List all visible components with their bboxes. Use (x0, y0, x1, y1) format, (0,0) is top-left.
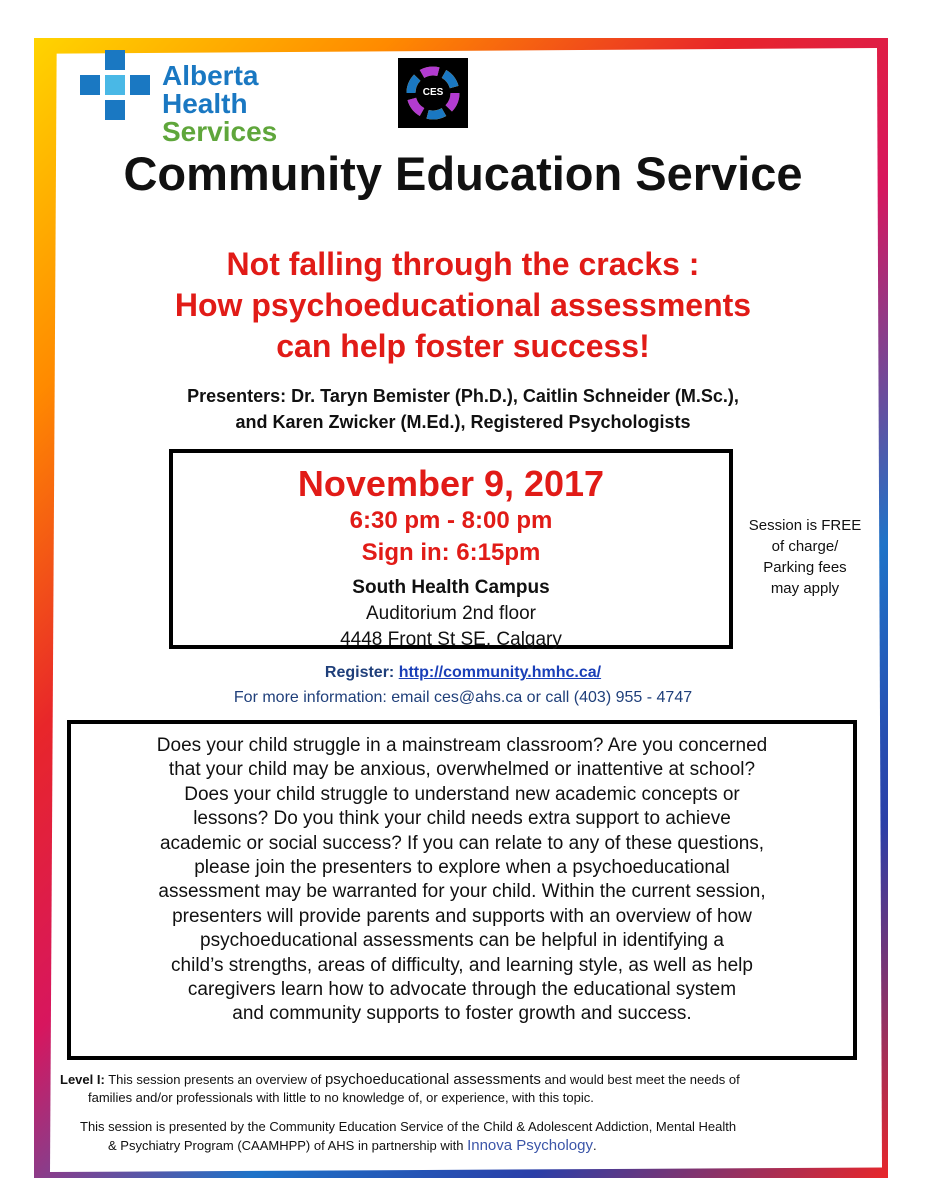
register-link[interactable]: http://community.hmhc.ca/ (398, 664, 602, 681)
description-box (67, 720, 857, 1060)
description-text (71, 724, 853, 1027)
description-line: presenters will provide parents and supports with an overview of how (172, 905, 752, 927)
description-line: Does your child struggle to understand new academic concepts or (184, 783, 740, 805)
free-note-line2: of charge/ (771, 538, 839, 555)
event-room: Auditorium 2nd floor (365, 603, 537, 624)
session-title-line2: How psychoeducational assessments (174, 287, 752, 323)
footer-line2: & Psychiatry Program (CAAMHPP) of AHS in partnership with (108, 1138, 468, 1153)
session-title (60, 244, 866, 367)
footer-partner: Innova Psychology (467, 1137, 593, 1154)
presenters-line1: Presenters: Dr. Taryn Bemister (Ph.D.), Caitlin Schneider (M.Sc.), (187, 386, 739, 406)
footer-note (80, 1117, 840, 1155)
presenters-line2: and Karen Zwicker (M.Ed.), Registered Psychologists (235, 412, 691, 432)
description-line: Does your child struggle in a mainstream classroom? Are you concerned (156, 735, 768, 756)
description-line: assessment may be warranted for your child. Within the current session, (158, 881, 766, 903)
page-title: Community Education Service (123, 147, 803, 200)
description-line: psychoeducational assessments can be helpful in identifying a (200, 930, 724, 952)
free-note-line3: Parking fees (763, 559, 847, 576)
level-label: Level I: (60, 1072, 105, 1087)
free-session-note (740, 515, 870, 599)
description-line: lessons? Do you think your child needs extra support to achieve (193, 808, 731, 830)
description-line: academic or social success? If you can relate to any of these questions, (159, 832, 765, 854)
contact-info: For more information: email ces@ahs.ca or call (403) 955 - 4747 (233, 689, 693, 706)
footer-line1: This session is presented by the Community Education Service of the Child & Adolescent Addiction, Mental Health (80, 1119, 737, 1134)
event-time: 6:30 pm - 8:00 pm (349, 507, 553, 534)
free-note-line4: may apply (770, 580, 840, 597)
ahs-cross-icon (78, 48, 152, 122)
ces-logo (398, 58, 468, 128)
description-line: and community supports to foster growth and success. (232, 1003, 692, 1025)
description-line: that your child may be anxious, overwhelmed or inattentive at school? (168, 759, 756, 781)
ces-logo-label: CES (422, 87, 444, 98)
level-text2: psychoeducational assessments (324, 1071, 541, 1088)
footer-line2-wrap (80, 1136, 840, 1155)
event-details-box (169, 449, 733, 649)
description-line: please join the presenters to explore when a psychoeducational (194, 857, 730, 879)
event-campus: South Health Campus (352, 577, 550, 598)
ahs-logo-line2: Services (162, 116, 278, 147)
footer-end: . (592, 1138, 597, 1153)
description-line: child’s strengths, areas of difficulty, and learning style, as well as help (171, 954, 753, 976)
level-line2: families and/or professionals with little to no knowledge of, or experience, with this topic. (88, 1090, 594, 1105)
presenters (60, 383, 866, 435)
register-line (60, 664, 866, 682)
free-note-line1: Session is FREE (748, 517, 862, 534)
event-address: 4448 Front St SE, Calgary (340, 629, 562, 650)
session-title-line1: Not falling through the cracks : (226, 246, 700, 282)
ahs-logo (78, 48, 328, 147)
level-text1: This session presents an overview of (108, 1072, 325, 1087)
level-note (60, 1071, 840, 1107)
ahs-logo-text (162, 62, 328, 146)
ahs-logo-line1: Alberta Health (162, 60, 259, 119)
level-text3: and would best meet the needs of (540, 1072, 740, 1087)
session-title-line3: can help foster success! (276, 328, 650, 364)
event-signin: Sign in: 6:15pm (361, 539, 541, 566)
description-line: caregivers learn how to advocate through the educational system (187, 979, 737, 1001)
register-label: Register: (324, 664, 395, 681)
event-date: November 9, 2017 (297, 463, 605, 504)
